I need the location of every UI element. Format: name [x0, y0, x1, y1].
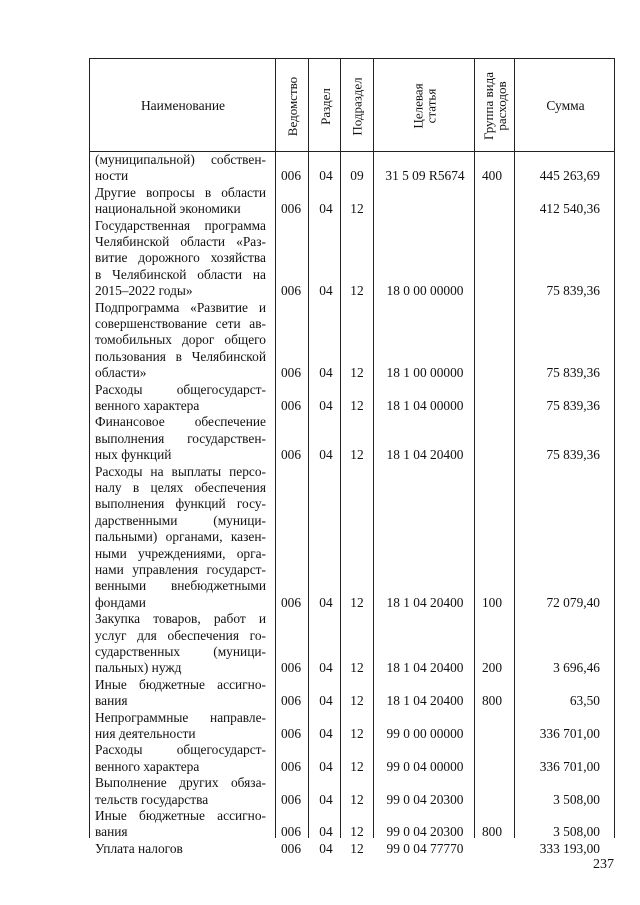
header-gruppa [475, 59, 515, 153]
row-podrazdel: 12 [350, 693, 364, 709]
table-row [89, 152, 615, 185]
row-podrazdel: 12 [350, 660, 364, 676]
row-celevaya: 18 1 04 20400 [386, 693, 464, 709]
row-ved: 006 [280, 660, 302, 676]
row-gruppa: 800 [481, 693, 503, 709]
row-name-line: вания [95, 824, 128, 840]
row-ved: 006 [280, 168, 302, 184]
header-celevaya-line1: Целевая [410, 83, 426, 129]
row-name-line: выполнения функций госу- [95, 496, 266, 512]
row-name-line: национальной экономики [95, 201, 241, 217]
table-header [89, 58, 615, 152]
row-name-line: услуг для обеспечения го- [95, 627, 266, 643]
row-summa: 3 696,46 [553, 660, 600, 676]
row-podrazdel: 12 [350, 397, 364, 413]
row-name-line: 2015–2022 годы» [95, 283, 193, 299]
row-name-line: Подпрограмма «Развитие и [95, 299, 266, 315]
row-name [95, 152, 266, 185]
row-name-line: ных функций [95, 447, 172, 463]
header-podrazdel-label: Подраздел [350, 76, 366, 136]
header-gruppa-label [482, 72, 508, 140]
row-name-line: венными внебюджетными [95, 578, 266, 594]
row-name-line: ния деятельности [95, 725, 196, 741]
row-name-line: налу в целях обеспечения [95, 479, 266, 495]
row-ved: 006 [280, 693, 302, 709]
row-ved: 006 [280, 201, 302, 217]
row-razdel: 04 [319, 447, 333, 463]
row-ved: 006 [280, 283, 302, 299]
table-row [89, 611, 615, 677]
row-name-line: Иные бюджетные ассигно- [95, 676, 266, 692]
row-podrazdel: 12 [350, 365, 364, 381]
row-summa: 75 839,36 [546, 365, 600, 381]
row-name [95, 414, 266, 463]
table-row [89, 710, 615, 743]
row-name-line: венного характера [95, 397, 200, 413]
row-name-line: сударственных (муници- [95, 643, 266, 659]
row-podrazdel: 12 [350, 824, 364, 840]
row-celevaya: 99 0 00 00000 [386, 725, 464, 741]
row-razdel: 04 [319, 594, 333, 610]
row-name-line: ными учреждениями, орга- [95, 545, 266, 561]
header-celevaya-label [411, 83, 437, 128]
row-razdel: 04 [319, 168, 333, 184]
table-row [89, 841, 615, 857]
header-gruppa-line2: расходов [494, 81, 510, 131]
row-ved: 006 [280, 447, 302, 463]
row-summa: 75 839,36 [546, 447, 600, 463]
row-podrazdel: 12 [350, 758, 364, 774]
row-name-line: совершенствование сети ав- [95, 315, 266, 331]
row-name-line: Челябинской области «Раз- [95, 233, 266, 249]
row-celevaya: 18 0 00 00000 [386, 283, 464, 299]
row-summa: 445 263,69 [539, 168, 600, 184]
row-name-line: венного характера [95, 758, 200, 774]
header-podrazdel [341, 59, 374, 153]
row-podrazdel: 12 [350, 201, 364, 217]
row-name [95, 710, 266, 743]
budget-table [89, 58, 615, 856]
row-podrazdel: 12 [350, 791, 364, 807]
row-podrazdel: 12 [350, 725, 364, 741]
row-name [95, 677, 266, 710]
row-name-line: Финансовое обеспечение [95, 414, 266, 430]
row-ved: 006 [280, 594, 302, 610]
row-podrazdel: 12 [350, 594, 364, 610]
row-razdel: 04 [319, 824, 333, 840]
table-row [89, 808, 615, 841]
row-name-line: Уплата налогов [95, 840, 183, 856]
row-name-line: (муниципальной) собствен- [95, 152, 266, 167]
row-ved: 006 [280, 397, 302, 413]
row-razdel: 04 [319, 201, 333, 217]
row-name [95, 464, 266, 612]
row-name [95, 611, 266, 677]
row-celevaya: 18 1 04 20400 [386, 660, 464, 676]
row-name [95, 185, 266, 218]
row-celevaya: 18 1 04 00000 [386, 397, 464, 413]
row-summa: 336 701,00 [539, 725, 600, 741]
header-ved [276, 59, 309, 153]
row-name [95, 808, 266, 841]
table-row [89, 382, 615, 415]
row-razdel: 04 [319, 791, 333, 807]
row-summa: 336 701,00 [539, 758, 600, 774]
row-gruppa: 200 [481, 660, 503, 676]
header-celevaya [374, 59, 475, 153]
header-summa-label: Сумма [546, 98, 585, 113]
row-razdel: 04 [319, 365, 333, 381]
header-razdel-label: Раздел [317, 87, 333, 125]
row-name-line: Иные бюджетные ассигно- [95, 808, 266, 823]
table-row [89, 677, 615, 710]
row-name-line: фондами [95, 594, 146, 610]
row-name-line: Непрограммные направле- [95, 709, 266, 725]
row-gruppa: 100 [481, 594, 503, 610]
header-name-label: Наименование [140, 98, 226, 113]
table-row [89, 464, 615, 612]
row-name-line: дарственными (муници- [95, 512, 266, 528]
row-gruppa: 400 [481, 168, 503, 184]
row-celevaya: 99 0 04 00000 [386, 758, 464, 774]
row-summa: 3 508,00 [553, 824, 600, 840]
row-name-line: нами управления государст- [95, 561, 266, 577]
row-podrazdel: 09 [350, 168, 364, 184]
row-summa: 333 193,00 [539, 840, 600, 856]
row-celevaya: 18 1 04 20400 [386, 594, 464, 610]
row-name-line: Расходы на выплаты персо- [95, 463, 266, 479]
row-summa: 75 839,36 [546, 397, 600, 413]
row-name-line: в Челябинской области на [95, 266, 266, 282]
row-razdel: 04 [319, 397, 333, 413]
row-name [95, 218, 266, 300]
row-ved: 006 [280, 725, 302, 741]
row-summa: 75 839,36 [546, 283, 600, 299]
row-summa: 63,50 [569, 693, 600, 709]
row-summa: 72 079,40 [546, 594, 600, 610]
row-name-line: пальных) нужд [95, 660, 182, 676]
row-name-line: выполнения государствен- [95, 430, 266, 446]
row-name [95, 775, 266, 808]
row-name [95, 382, 266, 415]
table-row [89, 775, 615, 808]
row-razdel: 04 [319, 693, 333, 709]
row-name-line: пальными) органами, казен- [95, 529, 266, 545]
row-name-line: Выполнение других обяза- [95, 775, 266, 791]
header-celevaya-line2: статья [423, 88, 439, 124]
page-number: 237 [593, 857, 614, 872]
row-name-line: Государственная программа [95, 217, 266, 233]
row-name [95, 300, 266, 382]
row-celevaya: 99 0 04 20300 [386, 791, 464, 807]
row-summa: 412 540,36 [539, 201, 600, 217]
row-razdel: 04 [319, 660, 333, 676]
row-name-line: пользования в Челябинской [95, 348, 266, 364]
row-name-line: области» [95, 365, 147, 381]
table-row [89, 300, 615, 382]
header-ved-label: Ведомство [285, 76, 300, 136]
header-name [90, 59, 276, 153]
row-celevaya: 31 5 09 R5674 [385, 168, 465, 184]
row-name-line: вания [95, 693, 128, 709]
row-gruppa: 800 [481, 824, 503, 840]
row-ved: 006 [280, 365, 302, 381]
row-ved: 006 [280, 758, 302, 774]
row-name-line: ности [95, 168, 129, 184]
row-celevaya: 99 0 04 20300 [386, 824, 464, 840]
row-name-line: Расходы общегосударст- [95, 381, 266, 397]
row-summa: 3 508,00 [553, 791, 600, 807]
row-name-line: тельств государства [95, 791, 209, 807]
row-name-line: витие дорожного хозяйства [95, 250, 266, 266]
row-podrazdel: 12 [350, 447, 364, 463]
row-ved: 006 [280, 791, 302, 807]
table-row [89, 218, 615, 300]
row-celevaya: 18 1 04 20400 [386, 447, 464, 463]
row-ved: 006 [280, 824, 302, 840]
row-razdel: 04 [319, 758, 333, 774]
row-name-line: Другие вопросы в области [95, 184, 266, 200]
row-name [95, 742, 266, 775]
row-podrazdel: 12 [350, 283, 364, 299]
header-gruppa-line1: Группа вида [481, 72, 497, 140]
header-razdel [309, 59, 341, 153]
table-body [89, 152, 615, 856]
row-name-line: томобильных дорог общего [95, 332, 266, 348]
row-ved: 006 [280, 840, 302, 856]
table-row [89, 185, 615, 218]
row-celevaya: 18 1 00 00000 [386, 365, 464, 381]
row-name [95, 841, 266, 857]
row-podrazdel: 12 [350, 840, 364, 856]
table-row [89, 742, 615, 775]
header-summa [515, 59, 616, 153]
row-razdel: 04 [319, 725, 333, 741]
row-name-line: Расходы общегосударст- [95, 742, 266, 758]
row-razdel: 04 [319, 840, 333, 856]
row-razdel: 04 [319, 283, 333, 299]
table-row [89, 414, 615, 463]
row-celevaya: 99 0 04 77770 [386, 840, 464, 856]
row-name-line: Закупка товаров, работ и [95, 611, 266, 627]
